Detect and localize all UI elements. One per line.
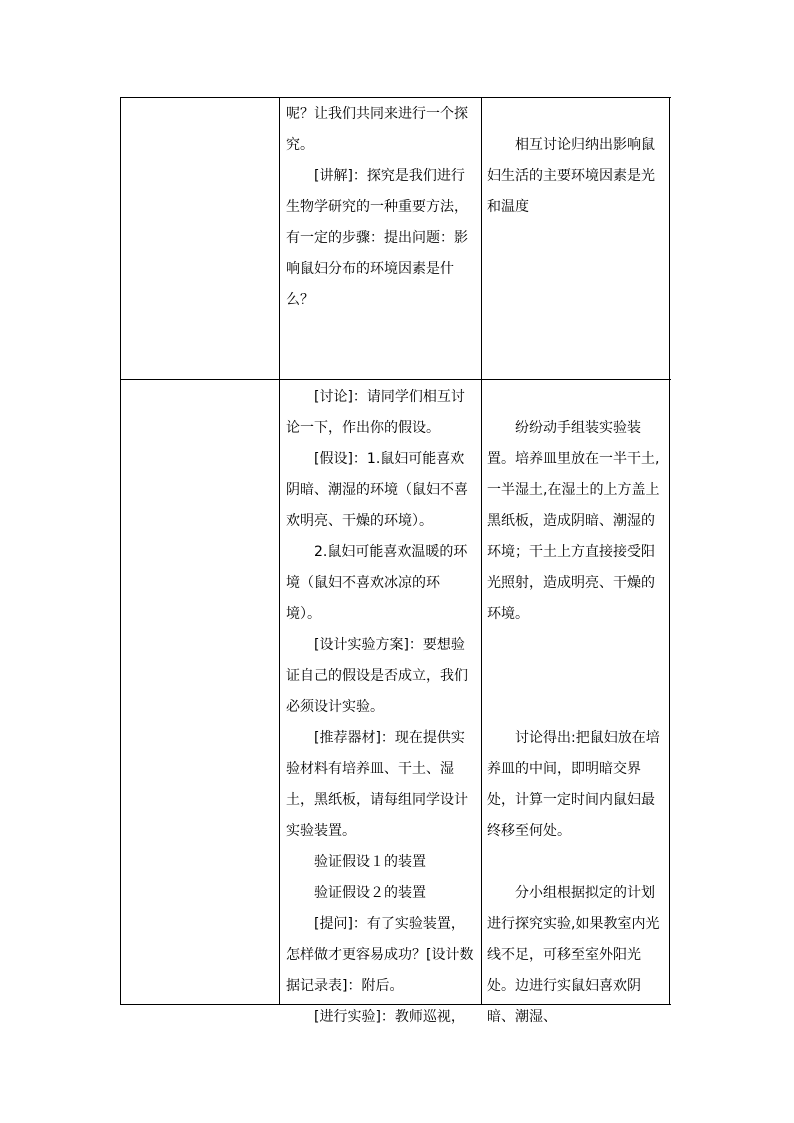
paragraph: [提问]：有了实验装置，怎样做才更容易成功？[设计数据记录表]：附后。 bbox=[286, 916, 474, 994]
paragraph: [讲解]：探究是我们进行生物学研究的一种重要方法，有一定的步骤：提出问题：影响鼠妇分布的环境因素是什么？ bbox=[286, 168, 468, 308]
paragraph: 验证假设２的装置 bbox=[314, 885, 426, 901]
paragraph: 验证假设１的装置 bbox=[314, 854, 426, 870]
row2-student-block-1 bbox=[487, 413, 667, 630]
lesson-plan-table bbox=[120, 97, 671, 1025]
row1-stage-cell bbox=[122, 99, 277, 377]
paragraph: 讨论得出:把鼠妇放在培养皿的中间，即明暗交界处，计算一定时间内鼠妇最终移至何处。 bbox=[487, 730, 660, 839]
row1-teacher-cell bbox=[286, 99, 474, 316]
paragraph: [假设]：1.鼠妇可能喜欢阴暗、潮湿的环境（鼠妇不喜欢明亮、干燥的环境）。 bbox=[286, 451, 468, 529]
row-divider bbox=[120, 379, 671, 380]
row2-teacher-cell bbox=[286, 382, 474, 1033]
paragraph: [进行实验]：教师巡视， bbox=[314, 1009, 465, 1025]
paragraph: 纷纷动手组装实验装置。培养皿里放在一半干土,一半湿土,在湿土的上方盖上黑纸板，造成阴暗、潮湿的环境；干土上方直接接受阳光照射，造成明亮、干燥的环境。 bbox=[487, 420, 660, 622]
row2-student-block-2 bbox=[487, 723, 667, 847]
paragraph: [设计实验方案]：要想验证自己的假设是否成立，我们必须设计实验。 bbox=[286, 637, 468, 715]
table-border-top bbox=[120, 97, 671, 98]
paragraph: 2.鼠妇可能喜欢温暖的环境（鼠妇不喜欢冰凉的环境）。 bbox=[286, 544, 468, 622]
table-border-right bbox=[669, 97, 670, 1005]
paragraph: 分小组根据拟定的计划进行探究实验,如果教室内光线不足，可移至室外阳光处。边进行实鼠妇喜欢阴暗、潮湿、 bbox=[487, 885, 660, 1025]
column-divider-1 bbox=[279, 97, 280, 1005]
paragraph: 相互讨论归纳出影响鼠妇生活的主要环境因素是光和温度 bbox=[487, 137, 655, 215]
paragraph: [讨论]：请同学们相互讨论一下，作出你的假设。 bbox=[286, 389, 465, 436]
table-border-left bbox=[120, 97, 121, 1005]
paragraph: 呢？让我们共同来进行一个探究。 bbox=[286, 106, 468, 153]
paragraph: [推荐器材]：现在提供实验材料有培养皿、干土、湿土，黑纸板，请每组同学设计实验装置。 bbox=[286, 730, 468, 839]
row2-student-block-3 bbox=[487, 878, 667, 1033]
column-divider-2 bbox=[481, 97, 482, 1005]
row1-student-cell bbox=[487, 130, 667, 223]
row2-stage-cell bbox=[122, 382, 277, 1002]
